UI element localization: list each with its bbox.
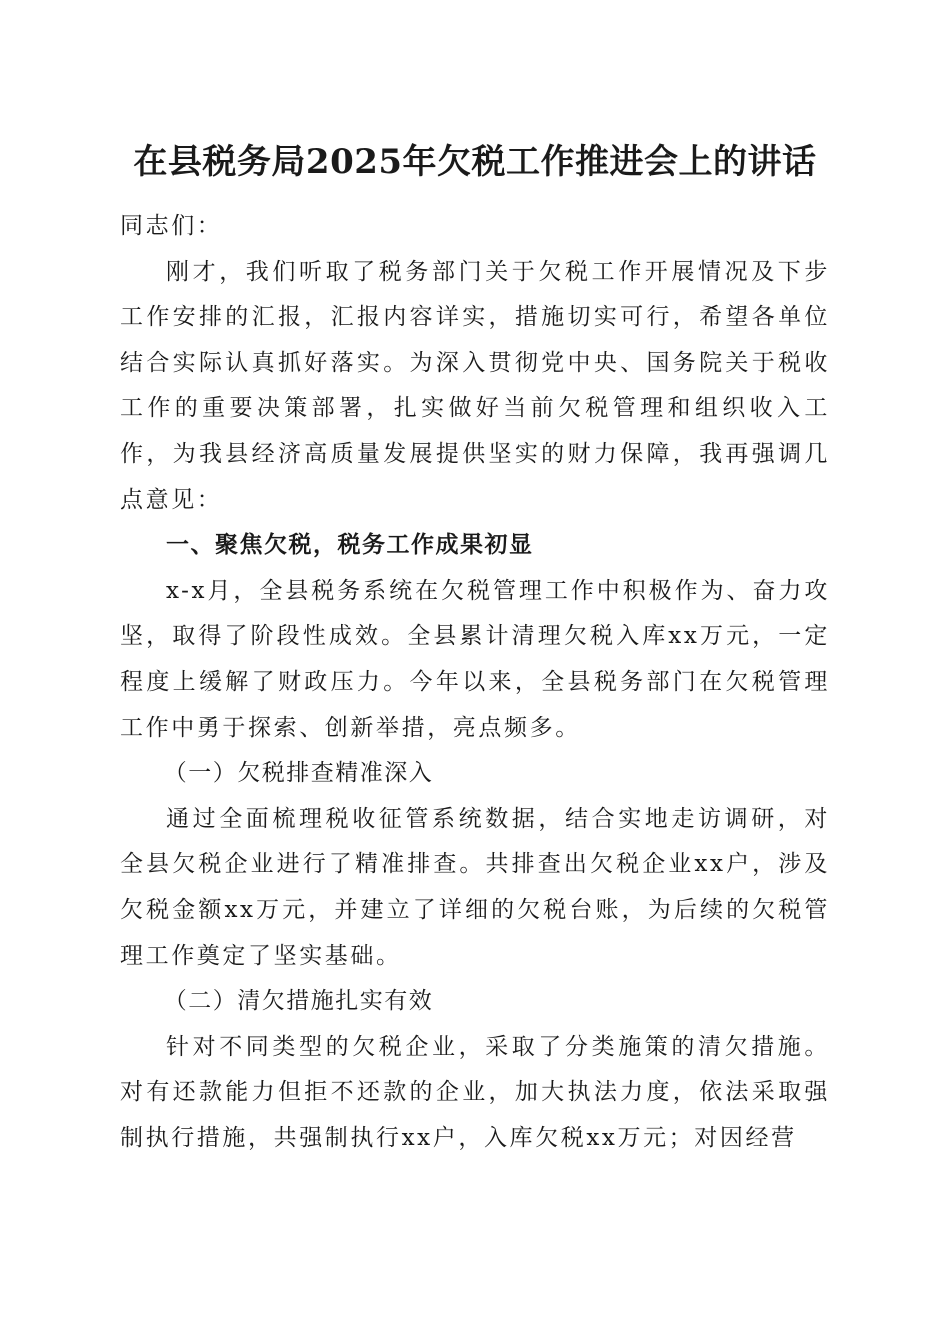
section-1-paragraph: x-x月，全县税务系统在欠税管理工作中积极作为、奋力攻坚，取得了阶段性成效。全县累计清理欠税入库xx万元，一定程度上缓解了财政压力。今年以来，全县税务部门在欠税管理工作中勇于探索、创新举措，亮点频多。 xyxy=(120,577,830,741)
intro-paragraph: 刚才，我们听取了税务部门关于欠税工作开展情况及下步工作安排的汇报，汇报内容详实，措施切实可行，希望各单位结合实际认真抓好落实。为深入贯彻党中央、国务院关于税收工作的重要决策部署，扎实做好当前欠税管理和组织收入工作，为我县经济高质量发展提供坚实的财力保障，我再强调几点意见： xyxy=(120,258,830,513)
document-title: 在县税务局2025年欠税工作推进会上的讲话 xyxy=(133,142,817,182)
subsection-heading-1: （一）欠税排查精准深入 xyxy=(163,760,434,787)
subsection-heading-2: （二）清欠措施扎实有效 xyxy=(163,988,434,1015)
subsection-1-paragraph: 通过全面梳理税收征管系统数据，结合实地走访调研，对全县欠税企业进行了精准排查。共排查出欠税企业xx户，涉及欠税金额xx万元，并建立了详细的欠税台账，为后续的欠税管理工作奠定了坚实基础。 xyxy=(120,805,830,969)
subsection-2-paragraph: 针对不同类型的欠税企业，采取了分类施策的清欠措施。对有还款能力但拒不还款的企业，加大执法力度，依法采取强制执行措施，共强制执行xx户，入库欠税xx万元；对因经营 xyxy=(120,1033,830,1151)
section-heading-1: 一、聚焦欠税，税务工作成果初显 xyxy=(166,532,534,559)
document-body xyxy=(120,204,830,1161)
salutation: 同志们： xyxy=(120,213,223,239)
